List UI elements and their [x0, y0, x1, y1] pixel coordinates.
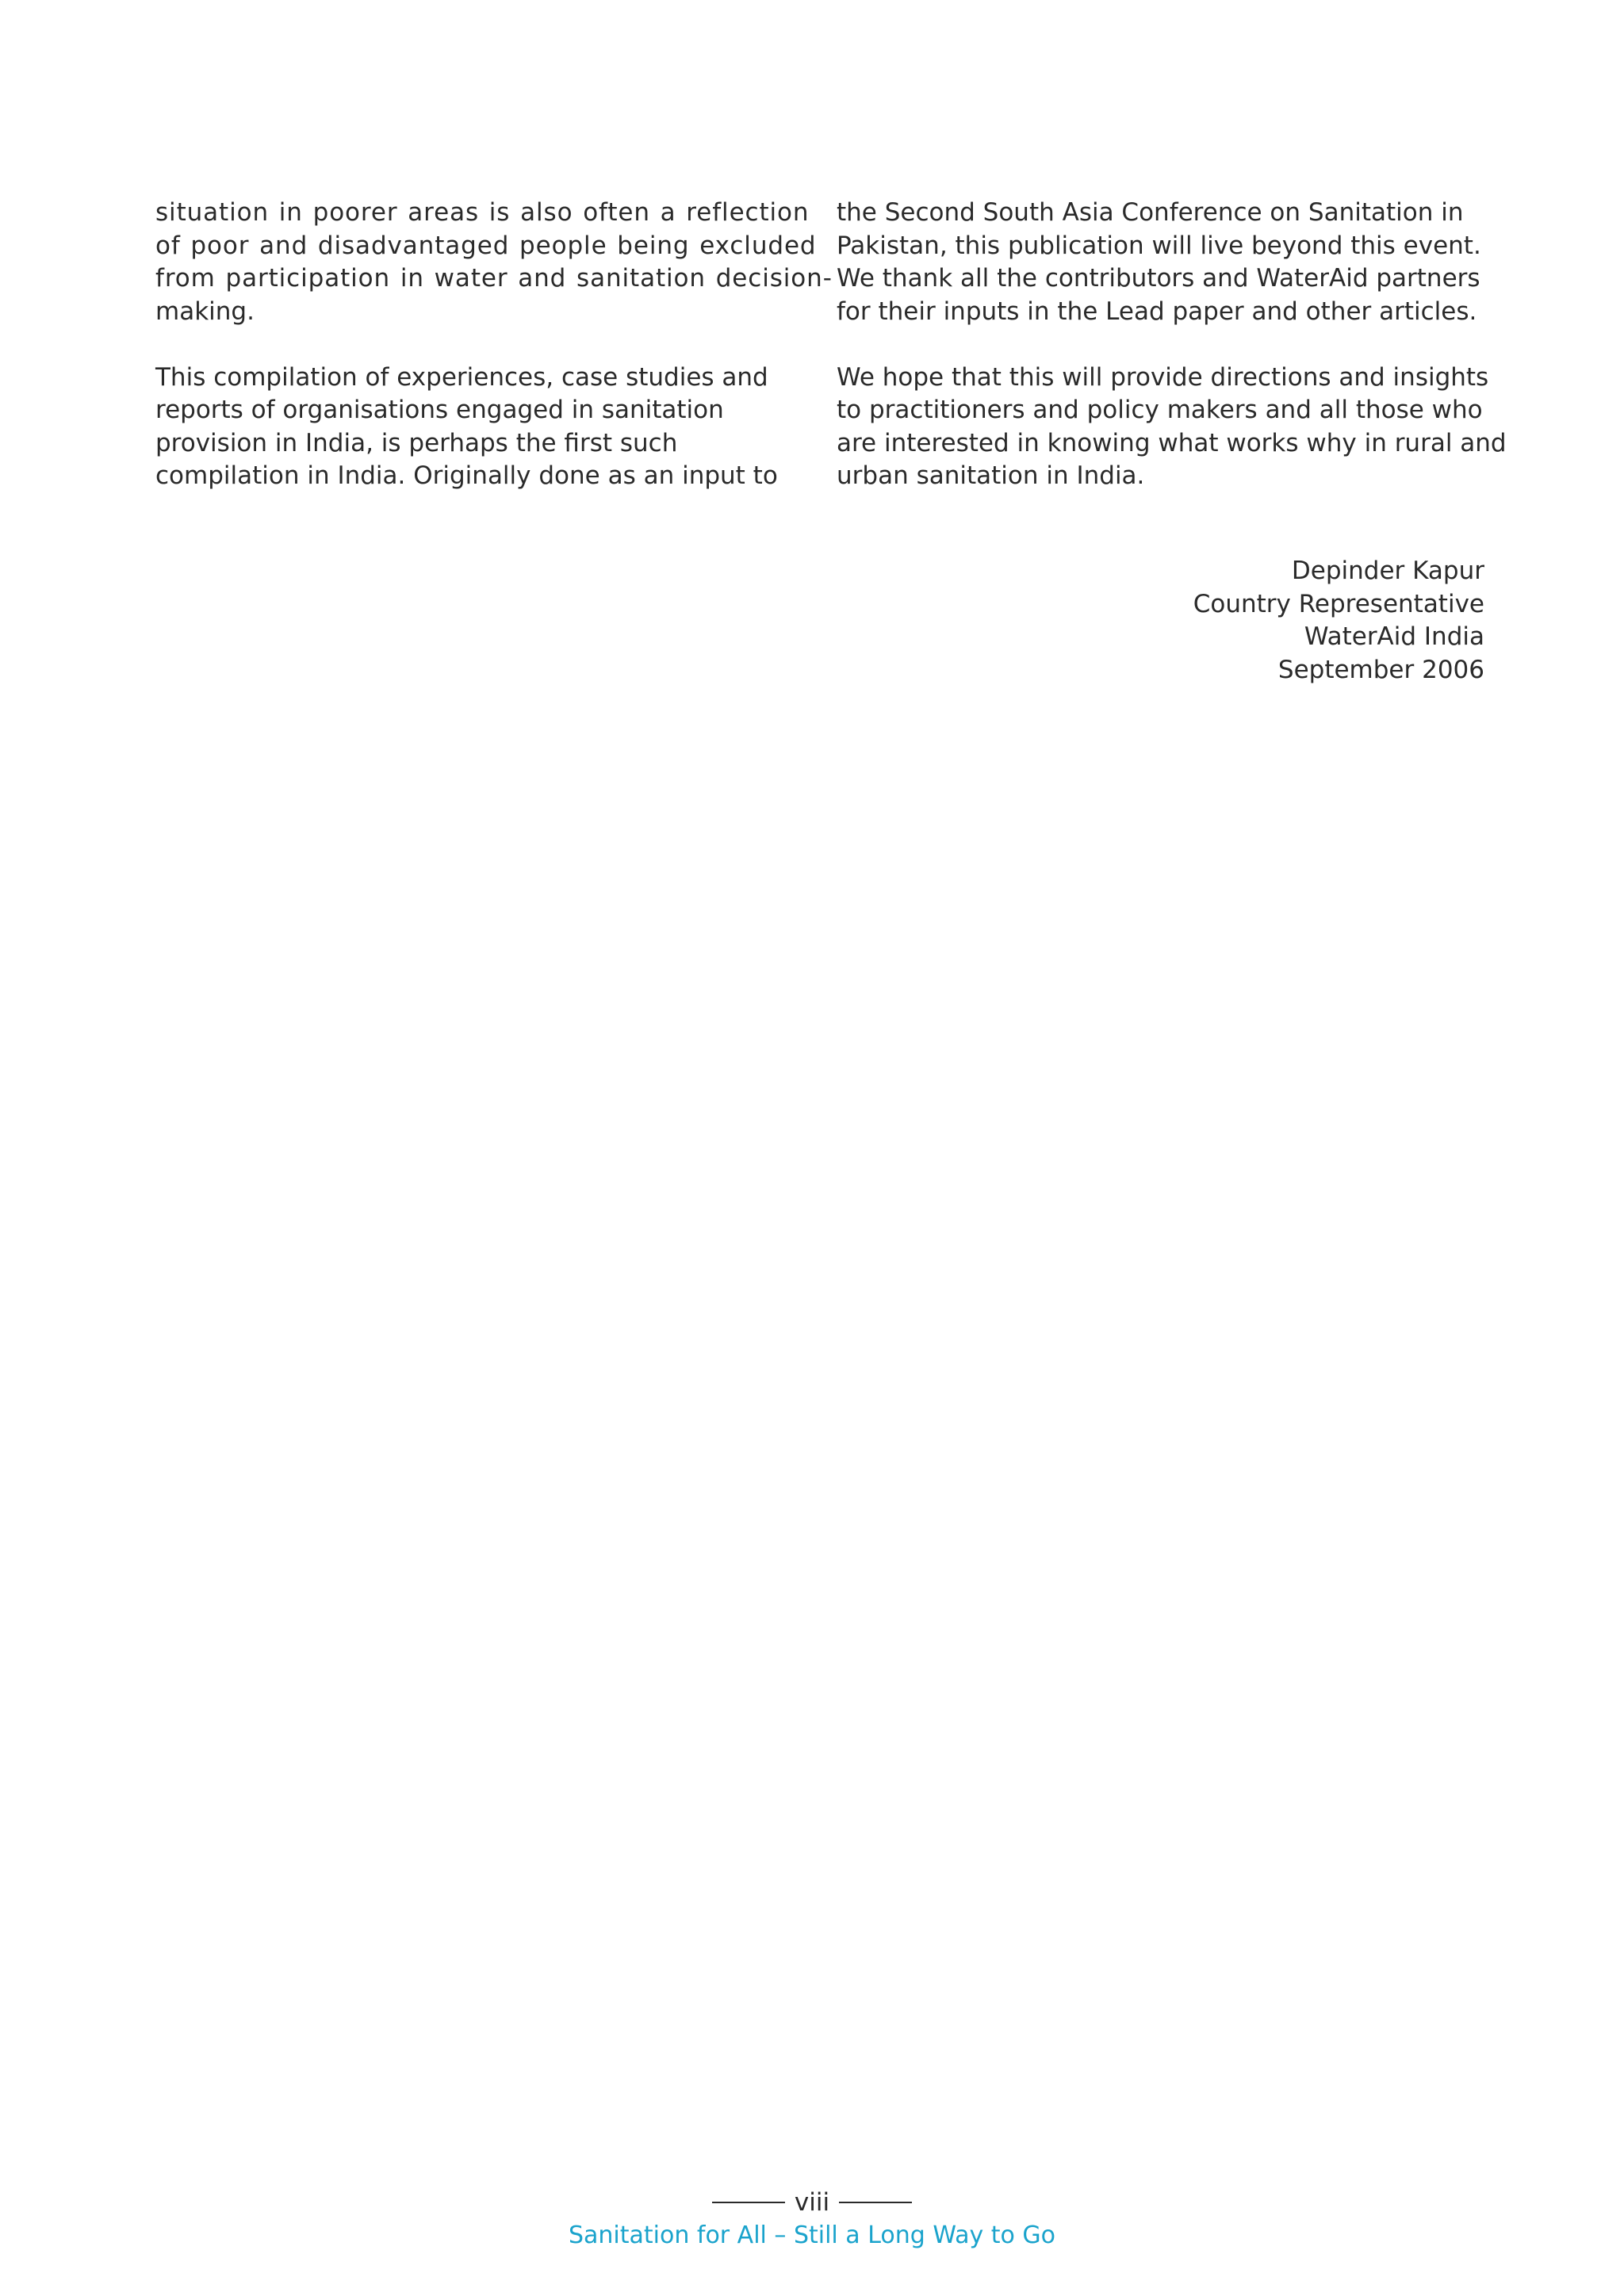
page-number-rule-right [839, 2202, 912, 2203]
signature-block [1193, 555, 1484, 687]
text-line: We hope that this will provide directions and insights [837, 362, 1489, 392]
paragraph-gap [155, 328, 798, 362]
text-line: from participation in water and sanitation decision- [155, 264, 833, 293]
page-number: viii [794, 2188, 830, 2217]
paragraph-gap [837, 328, 1487, 362]
text-line: urban sanitation in India. [837, 461, 1145, 490]
signatory-title: Country Representative [1193, 589, 1484, 618]
text-line: situation in poorer areas is also often a reflection [155, 198, 810, 227]
text-line: the Second South Asia Conference on Sanitation in [837, 198, 1464, 227]
running-footer-title: Sanitation for All – Still a Long Way to Go [568, 2221, 1056, 2249]
text-line: for their inputs in the Lead paper and other articles. [837, 297, 1477, 326]
text-line: This compilation of experiences, case studies and [155, 362, 768, 392]
text-line: are interested in knowing what works why in rural and [837, 428, 1507, 457]
text-line: to practitioners and policy makers and all those who [837, 396, 1483, 424]
text-line: of poor and disadvantaged people being excluded [155, 231, 817, 260]
page-number-rule-left [712, 2202, 785, 2203]
text-line: Pakistan, this publication will live beyond this event. [837, 231, 1481, 260]
right-paragraph-1 [837, 197, 1487, 328]
left-column [155, 197, 833, 493]
text-line: We thank all the contributors and WaterAid partners [837, 264, 1480, 293]
signature-date: September 2006 [1277, 655, 1484, 684]
signatory-name: Depinder Kapur [1291, 557, 1484, 585]
left-paragraph-1 [155, 197, 833, 328]
left-paragraph-2 [155, 362, 798, 493]
right-column [837, 197, 1507, 493]
page-number-row [0, 2187, 1624, 2218]
text-line: compilation in India. Originally done as an input to [155, 461, 778, 490]
signatory-organisation: WaterAid India [1304, 622, 1484, 651]
text-line: provision in India, is perhaps the first such [155, 428, 678, 457]
right-paragraph-2 [837, 362, 1507, 493]
text-line: making. [155, 297, 255, 326]
text-line: reports of organisations engaged in sanitation [155, 396, 724, 424]
